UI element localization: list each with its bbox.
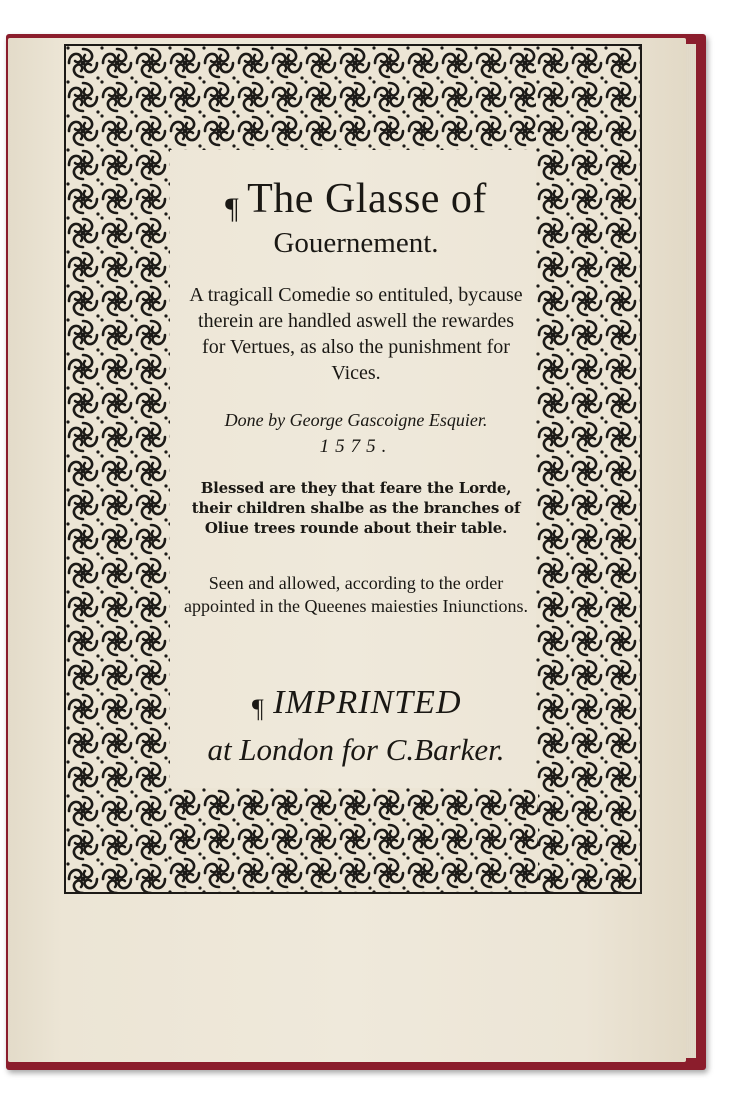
book-title-line1: The Glasse of [247,176,487,222]
arabesque-scroll-icon [168,788,538,892]
pilcrow-icon: ¶ [225,192,240,225]
subtitle: A tragicall Comedie so entituled, bycause therein are handled aswell the rewardes for Vertues, as also the punishment for Vices. [189,284,523,384]
title-text-block [178,152,534,784]
book-title-line2: Gouernement. [273,227,439,259]
arabesque-scroll-icon [536,46,640,892]
ornament-border-top [168,46,538,150]
imprint-text: IMPRINTED [273,684,462,721]
ornament-border-right [536,46,640,892]
arabesque-scroll-icon [66,46,170,892]
arabesque-scroll-icon [168,46,538,150]
imprint-line2: at London for C.Barker. [207,732,505,767]
ornament-border-left [66,46,170,892]
imprint-line1 [178,684,534,724]
pilcrow-icon: ¶ [250,694,266,723]
year: 1575. [319,436,393,457]
book-title [178,176,534,232]
ornament-border-bottom [168,788,538,892]
epigraph-verse: Blessed are they that feare the Lorde, their children shalbe as the branches of Oliue trees rounde about their table. [191,479,521,537]
author-line: Done by George Gascoigne Esquier. [224,410,488,430]
license-note: Seen and allowed, according to the order appointed in the Queenes maiesties Iniunctions. [184,573,528,616]
